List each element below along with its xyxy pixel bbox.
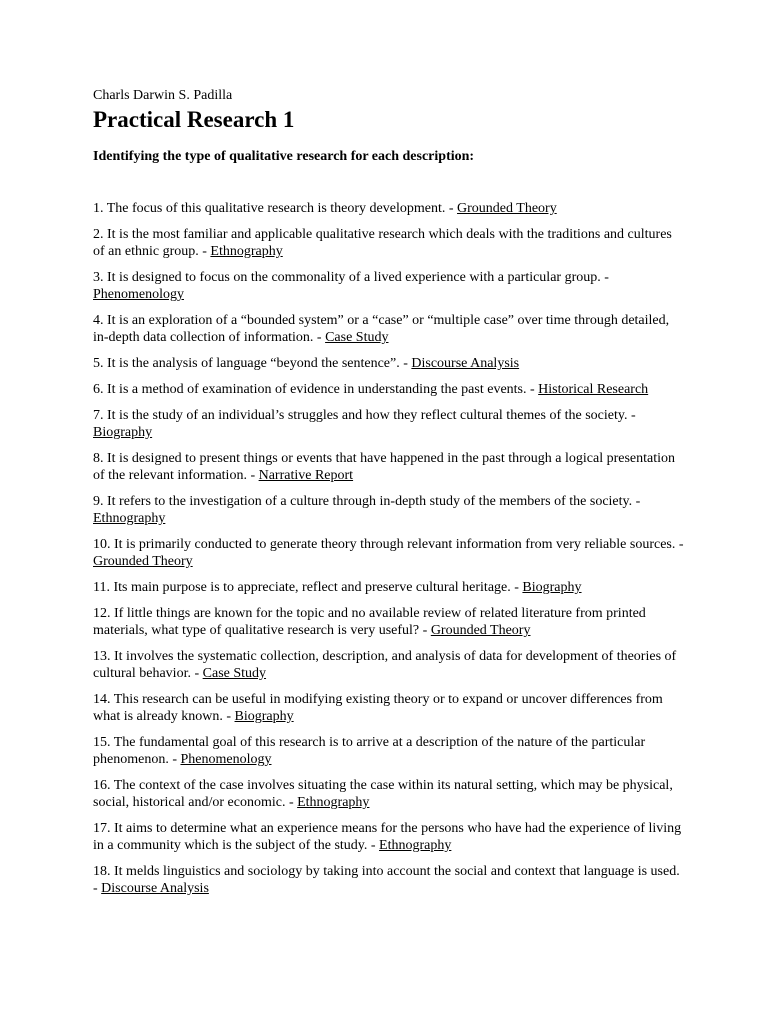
list-item [93, 863, 693, 897]
list-item [93, 226, 693, 260]
question-text: 3. It is designed to focus on the commonality of a lived experience with a particular group. - [93, 270, 609, 285]
question-text: 7. It is the study of an individual’s struggles and how they reflect cultural themes of the society. - [93, 408, 636, 423]
document-title: Practical Research 1 [93, 107, 295, 132]
question-text: 10. It is primarily conducted to generate theory through relevant information from very reliable sources. - [93, 537, 684, 552]
list-item [93, 269, 693, 303]
answer-text: Ethnography [297, 795, 370, 810]
list-item [93, 579, 693, 596]
answer-text: Grounded Theory [457, 201, 557, 216]
answer-text: Discourse Analysis [101, 881, 209, 896]
list-item [93, 312, 693, 346]
answer-text: Biography [522, 580, 582, 595]
list-item [93, 381, 693, 398]
list-item [93, 200, 693, 217]
list-item [93, 407, 693, 441]
question-text: 17. It aims to determine what an experience means for the persons who have had the experience of living in a community which is the subject of the study. - [93, 821, 682, 853]
answer-text: Phenomenology [93, 287, 184, 302]
question-text: 18. It melds linguistics and sociology by taking into account the social and context that language is used. - [93, 864, 680, 896]
question-text: 4. It is an exploration of a “bounded system” or a “case” or “multiple case” over time through detailed, in-depth data collection of information. - [93, 313, 670, 345]
answer-text: Discourse Analysis [411, 356, 520, 371]
question-text: 16. The context of the case involves situating the case within its natural setting, which may be physical, social, historical and/or economic. - [93, 778, 673, 810]
answer-text: Ethnography [379, 838, 452, 853]
question-text: 15. The fundamental goal of this research is to arrive at a description of the nature of the particular phenomenon. - [93, 735, 646, 767]
list-item [93, 493, 693, 527]
question-text: 6. It is a method of examination of evidence in understanding the past events. - [93, 382, 539, 397]
list-item [93, 734, 693, 768]
answer-text: Biography [234, 709, 294, 724]
answer-text: Narrative Report [258, 468, 354, 483]
question-text: 14. This research can be useful in modifying existing theory or to expand or uncover differences from what is already known. - [93, 692, 663, 724]
question-text: 11. Its main purpose is to appreciate, reflect and preserve cultural heritage. - [93, 580, 523, 595]
list-item [93, 605, 693, 639]
question-text: 13. It involves the systematic collection, description, and analysis of data for development of theories of cultural behavior. - [93, 649, 677, 681]
question-text: 1. The focus of this qualitative research is theory development. - [93, 201, 458, 216]
list-item [93, 691, 693, 725]
list-item [93, 820, 693, 854]
answer-text: Historical Research [538, 382, 649, 397]
question-text: 5. It is the analysis of language “beyond the sentence”. - [93, 356, 412, 371]
answer-text: Grounded Theory [93, 554, 193, 569]
document-page [93, 87, 693, 906]
question-text: 9. It refers to the investigation of a culture through in-depth study of the members of the society. - [93, 494, 641, 509]
list-item [93, 648, 693, 682]
list-item [93, 450, 693, 484]
answer-text: Case Study [325, 330, 389, 345]
question-text: 2. It is the most familiar and applicable qualitative research which deals with the traditions and cultures of an ethnic group. - [93, 227, 672, 259]
answer-text: Ethnography [210, 244, 283, 259]
answer-text: Ethnography [93, 511, 166, 526]
list-item [93, 777, 693, 811]
instruction-heading: Identifying the type of qualitative research for each description: [93, 149, 475, 164]
answer-text: Grounded Theory [430, 623, 531, 638]
question-text: 8. It is designed to present things or events that have happened in the past through a logical presentation of the relevant information. - [93, 451, 676, 483]
list-item [93, 536, 693, 570]
question-list [93, 200, 693, 897]
answer-text: Case Study [202, 666, 267, 681]
answer-text: Biography [93, 425, 153, 440]
answer-text: Phenomenology [180, 752, 272, 767]
author-name: Charls Darwin S. Padilla [93, 88, 233, 103]
question-text: 12. If little things are known for the topic and no available review of related literature from printed materials, what type of qualitative research is very useful? - [93, 606, 646, 638]
list-item [93, 355, 693, 372]
